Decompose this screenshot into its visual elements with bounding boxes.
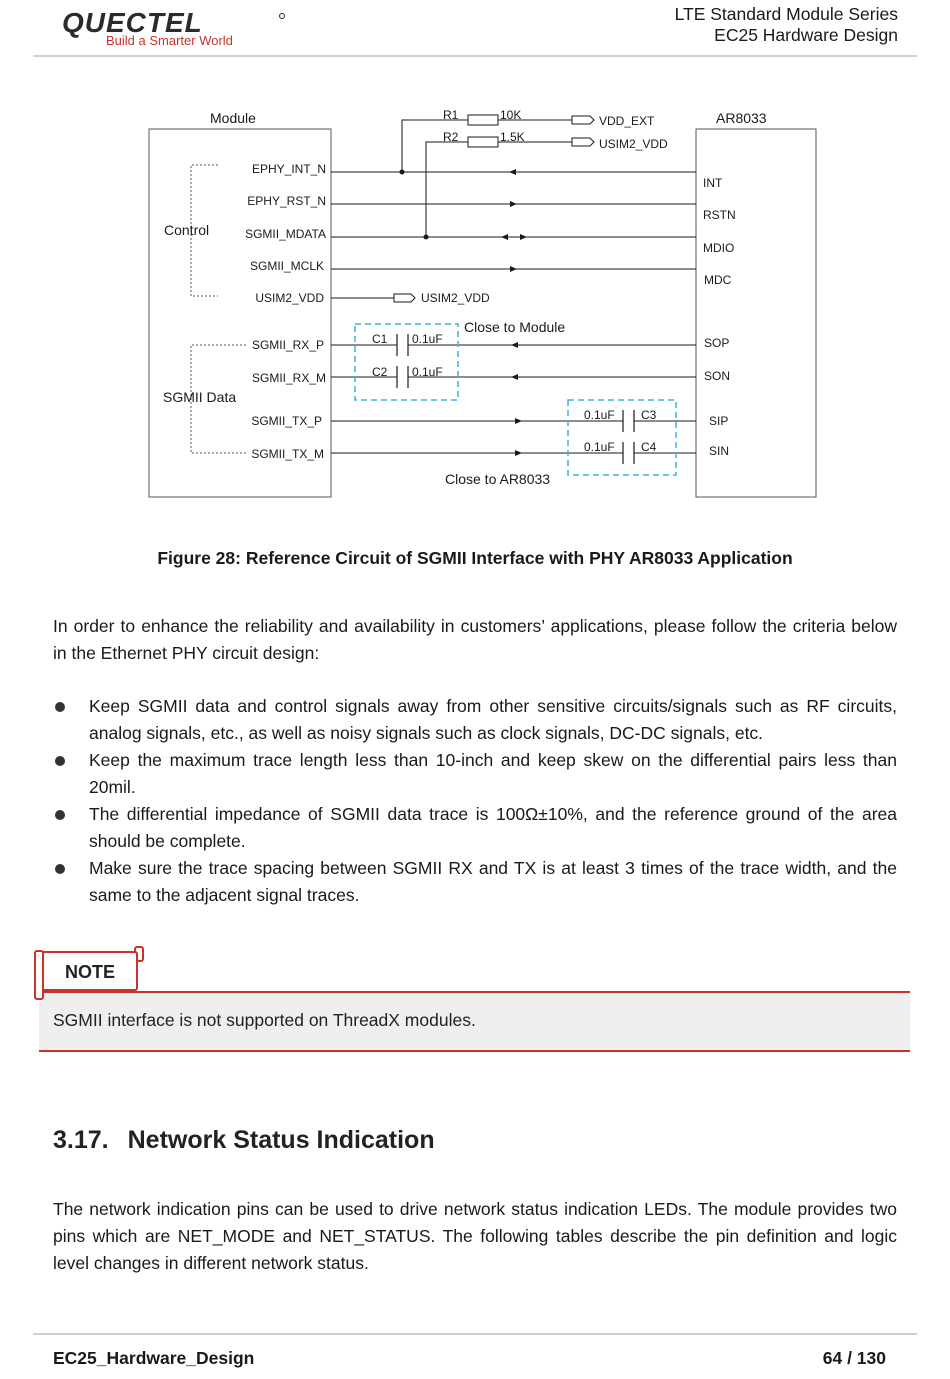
intro-paragraph: In order to enhance the reliability and availability in customers’ applications, please follow the criteria below in the Ethernet PHY circuit design: (53, 616, 897, 663)
logo-tagline: Build a Smarter World (106, 33, 233, 48)
footer-page-number: 64 / 130 (822, 1348, 886, 1368)
module-label: Module (210, 110, 256, 126)
c3-value: 0.1uF (584, 408, 615, 422)
pin-son: SON (704, 369, 731, 383)
bullet-dot-icon (55, 756, 65, 766)
list-item: Keep the maximum trace length less than 10-inch and keep skew on the differential pairs less than 20mil. (53, 747, 897, 801)
c3-name: C3 (641, 408, 657, 422)
footer-doc-name: EC25_Hardware_Design (53, 1348, 255, 1368)
junction-mdio (424, 235, 429, 240)
header-divider (33, 55, 917, 57)
usim2-vdd-mid-label: USIM2_VDD (421, 291, 490, 305)
pin-sgmii-mdata: SGMII_MDATA (245, 227, 326, 241)
arrow-tx-p (515, 418, 522, 424)
section-heading (53, 1126, 435, 1155)
pin-sgmii-tx-m: SGMII_TX_M (251, 447, 324, 461)
usim2-vdd-mid-connector (394, 294, 415, 302)
header-title-block (675, 4, 898, 46)
criteria-list (53, 693, 897, 909)
note-text: SGMII interface is not supported on ThreadX modules. (53, 1010, 476, 1030)
arrow-mdio-left (501, 234, 508, 240)
c4-value: 0.1uF (584, 440, 615, 454)
section-body: The network indication pins can be used to drive network status indication LEDs. The module provides two pins which are NET_MODE and NET_STATUS. The following tables describe the pin definition and logic level changes in different network status. (53, 1199, 897, 1273)
pin-ephy-int-n: EPHY_INT_N (251, 162, 326, 176)
header-series: LTE Standard Module Series (674, 4, 898, 24)
pin-sop: SOP (704, 336, 730, 350)
pin-sip: SIP (709, 414, 729, 428)
note-scroll-roll-icon (34, 950, 44, 1000)
pin-ephy-rst-n: EPHY_RST_N (247, 194, 326, 208)
arrow-rx-p (511, 342, 518, 348)
c1-name: C1 (372, 332, 388, 346)
r2-value: 1.5K (500, 130, 525, 144)
wire-r2-branch (426, 142, 468, 237)
header-doc-title: EC25 Hardware Design (714, 25, 898, 45)
c1-value: 0.1uF (412, 332, 443, 346)
quectel-logo (60, 6, 290, 48)
control-group-label: Control (164, 222, 210, 238)
c2-name: C2 (372, 365, 388, 379)
r1-value: 10K (500, 108, 522, 122)
section-number: 3.17. (53, 1126, 109, 1154)
footer-divider (33, 1333, 917, 1335)
arrow-rx-m (511, 374, 518, 380)
list-item: Keep SGMII data and control signals away from other sensitive circuits/signals such as RF circuits, analog signals, etc., as well as noisy signals such as clock signals, DC-DC signals, etc. (53, 693, 897, 747)
pin-rstn: RSTN (703, 208, 736, 222)
arrow-int (509, 169, 516, 175)
ar8033-label: AR8033 (716, 110, 767, 126)
pin-int: INT (703, 176, 723, 190)
bullet-dot-icon (55, 702, 65, 712)
wire-r1-branch (402, 120, 468, 172)
usim2-vdd-top-connector (572, 138, 594, 146)
logo-wordmark: QUECTEL (62, 7, 203, 38)
pin-mdc: MDC (704, 273, 732, 287)
pin-sgmii-rx-m: SGMII_RX_M (251, 371, 326, 385)
vdd-ext-connector (572, 116, 594, 124)
resistor-r2 (468, 137, 498, 147)
pin-sgmii-tx-p: SGMII_TX_P (251, 414, 322, 428)
list-item: The differential impedance of SGMII data trace is 100Ω±10%, and the reference ground of the area should be complete. (53, 801, 897, 855)
note-tab (38, 951, 138, 991)
resistor-r1 (468, 115, 498, 125)
c2-value: 0.1uF (412, 365, 443, 379)
pin-sgmii-rx-p: SGMII_RX_P (251, 338, 324, 352)
figure-caption: Figure 28: Reference Circuit of SGMII Interface with PHY AR8033 Application (157, 548, 793, 568)
bullet-dot-icon (55, 810, 65, 820)
arrow-mdc (510, 266, 517, 272)
list-item: Make sure the trace spacing between SGMII RX and TX is at least 3 times of the trace width, and the same to the adjacent signal traces. (53, 855, 897, 909)
arrow-tx-m (515, 450, 522, 456)
note-label: NOTE (65, 962, 116, 982)
c4-name: C4 (641, 440, 657, 454)
sgmii-reference-circuit (140, 100, 830, 500)
r2-name: R2 (443, 130, 459, 144)
arrow-mdio-right (520, 234, 527, 240)
module-block (149, 129, 331, 497)
pin-sin: SIN (709, 444, 730, 458)
close-to-module-label: Close to Module (464, 319, 566, 335)
junction-int (400, 170, 405, 175)
arrow-rstn (510, 201, 517, 207)
sgmii-group-label: SGMII Data (163, 389, 237, 405)
r1-name: R1 (443, 108, 459, 122)
pin-sgmii-mclk: SGMII_MCLK (249, 259, 324, 273)
vdd-ext-label: VDD_EXT (599, 114, 655, 128)
usim2-vdd-top-label: USIM2_VDD (599, 137, 668, 151)
bullet-dot-icon (55, 864, 65, 874)
section-title: Network Status Indication (127, 1126, 435, 1154)
pin-usim2-vdd: USIM2_VDD (255, 291, 324, 305)
close-to-phy-label: Close to AR8033 (445, 471, 551, 487)
pin-mdio: MDIO (703, 241, 735, 255)
